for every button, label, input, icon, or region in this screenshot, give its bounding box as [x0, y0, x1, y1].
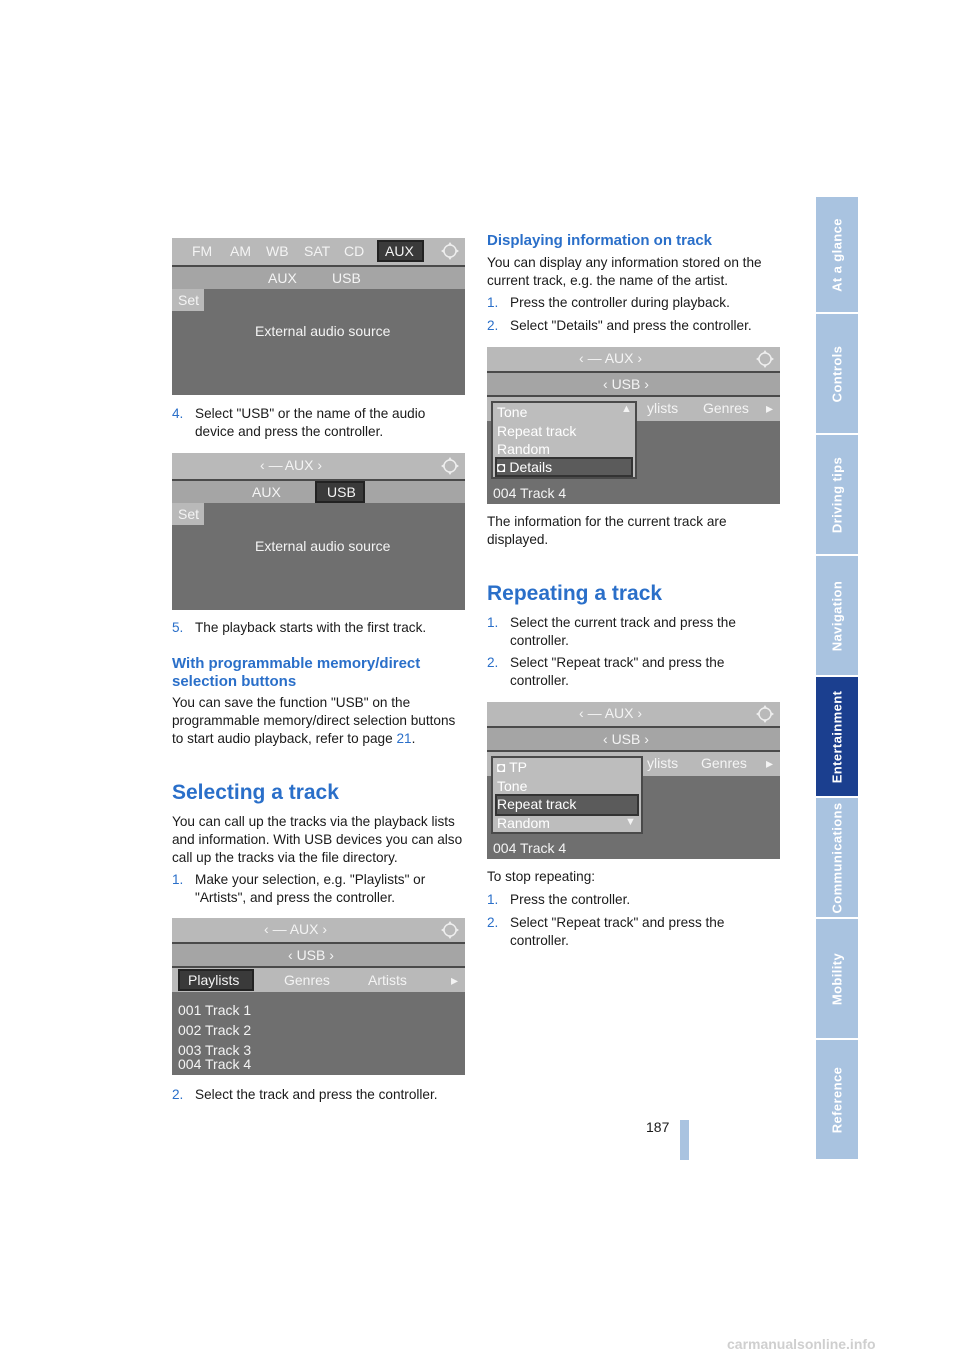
source-sat: SAT — [304, 243, 331, 259]
info-step-1: 1. Press the controller during playback. — [487, 295, 730, 310]
sub-aux: AUX — [268, 270, 297, 286]
tab-entertainment[interactable]: Entertainment — [816, 677, 858, 798]
source-fm: FM — [192, 243, 213, 259]
menu-genres: Genres — [701, 755, 747, 771]
step-4: 4. Select "USB" or the name of the audio device and press the controller. — [172, 406, 426, 439]
track-1: 001 Track 1 — [178, 1002, 252, 1018]
option-tone: Tone — [497, 404, 528, 420]
select-text: You can call up the tracks via the playback lists and information. With USB devices you can also call up the tracks via the file directory. — [172, 814, 463, 865]
step-5: 5. The playback starts with the first track. — [172, 620, 427, 635]
heading-selecting-track: Selecting a track — [172, 781, 339, 804]
option-details: ◘ Details — [497, 459, 553, 475]
menu-genres: Genres — [703, 400, 749, 416]
tab-driving-tips[interactable]: Driving tips — [816, 435, 858, 556]
track-2: 002 Track 2 — [178, 1022, 252, 1038]
heading-display-info: Displaying information on track — [487, 232, 713, 249]
sub-usb: USB — [327, 484, 356, 500]
menu-arrow-right: ▸ — [766, 400, 774, 416]
option-random: Random — [497, 441, 550, 457]
heading-programmable: With programmable memory/direct selection buttons — [172, 655, 421, 690]
option-tone: Tone — [497, 778, 528, 794]
page-number: 187 — [646, 1119, 670, 1135]
controller-icon — [440, 241, 460, 261]
source-aux: AUX — [385, 243, 414, 259]
external-audio-text: External audio source — [255, 323, 391, 339]
stop-step-1: 1. Press the controller. — [487, 892, 631, 907]
tab-reference[interactable]: Reference — [816, 1040, 858, 1161]
menu-arrow-right: ▸ — [451, 972, 459, 988]
current-track: 004 Track 4 — [493, 485, 567, 501]
select-step-1: 1. Make your selection, e.g. "Playlists" or "Artists", and press the controller. — [172, 872, 426, 905]
tab-communications[interactable]: Communications — [816, 798, 858, 919]
sub-usb: USB — [332, 270, 361, 286]
source-cd: CD — [344, 243, 365, 259]
set-label: Set — [178, 506, 200, 522]
usb-nav: ‹ USB › — [603, 731, 649, 747]
menu-playlists-partial: ylists — [647, 400, 679, 416]
top-nav: ‹ — AUX › — [264, 921, 328, 937]
menu-artists: Artists — [368, 972, 407, 988]
top-nav: ‹ — AUX › — [260, 457, 323, 473]
repeat-step-2: 2. Select "Repeat track" and press the controller. — [487, 655, 725, 688]
option-repeat-track: Repeat track — [497, 423, 577, 439]
track-3: 003 Track 3 — [178, 1042, 252, 1058]
source-am: AM — [230, 243, 251, 259]
controller-icon — [755, 349, 775, 369]
source-wb: WB — [266, 243, 289, 259]
prog-text: You can save the function "USB" on the programmable memory/direct selection buttons to start audio playback, refer to page 21. — [172, 695, 456, 746]
screen-usb-select — [172, 453, 465, 610]
options-popup — [491, 401, 637, 479]
current-track: 004 Track 4 — [493, 840, 567, 856]
option-random: Random — [497, 815, 550, 831]
menu-playlists: Playlists — [188, 972, 240, 988]
scroll-down-icon: ▼ — [625, 816, 636, 828]
controller-icon — [440, 456, 460, 476]
section-tab-bar — [816, 197, 858, 1161]
info-after: The information for the current track are displayed. — [487, 514, 727, 547]
screen-repeat-track — [487, 702, 780, 859]
select-step-2: 2. Select the track and press the controller. — [172, 1087, 438, 1102]
tab-controls[interactable]: Controls — [816, 314, 858, 435]
page-link[interactable]: 21 — [396, 731, 412, 746]
tab-mobility[interactable]: Mobility — [816, 919, 858, 1040]
heading-repeating-track: Repeating a track — [487, 582, 663, 605]
menu-arrow-right: ▸ — [766, 755, 774, 771]
info-text: You can display any information stored on the current track, e.g. the name of the artist. — [487, 255, 762, 288]
stop-step-2: 2. Select "Repeat track" and press the controller. — [487, 915, 725, 948]
controller-icon — [755, 704, 775, 724]
screen-audio-source — [172, 238, 465, 395]
set-label: Set — [178, 292, 200, 308]
menu-genres: Genres — [284, 972, 330, 988]
screen-details — [487, 347, 780, 504]
screen-playlists — [172, 918, 465, 1075]
option-tp: ◘ TP — [497, 759, 527, 775]
info-step-2: 2. Select "Details" and press the controller. — [487, 318, 752, 333]
top-nav: ‹ — AUX › — [579, 350, 643, 366]
top-nav: ‹ — AUX › — [579, 705, 643, 721]
watermark: carmanualsonline.info — [727, 1336, 876, 1352]
tab-at-a-glance[interactable]: At a glance — [816, 197, 858, 314]
external-audio-text: External audio source — [255, 538, 391, 554]
usb-nav: ‹ USB › — [288, 947, 334, 963]
scroll-up-icon: ▲ — [621, 403, 632, 415]
page-number-bar — [680, 1120, 689, 1160]
options-popup — [491, 756, 643, 834]
sub-aux: AUX — [252, 484, 281, 500]
track-4: 004 Track 4 — [178, 1056, 252, 1072]
menu-playlists-partial: ylists — [647, 755, 679, 771]
controller-icon — [440, 920, 460, 940]
stop-repeating: To stop repeating: — [487, 869, 596, 884]
repeat-step-1: 1. Select the current track and press the controller. — [487, 615, 736, 648]
usb-nav: ‹ USB › — [603, 376, 649, 392]
tab-navigation[interactable]: Navigation — [816, 556, 858, 677]
option-repeat-track: Repeat track — [497, 796, 577, 812]
